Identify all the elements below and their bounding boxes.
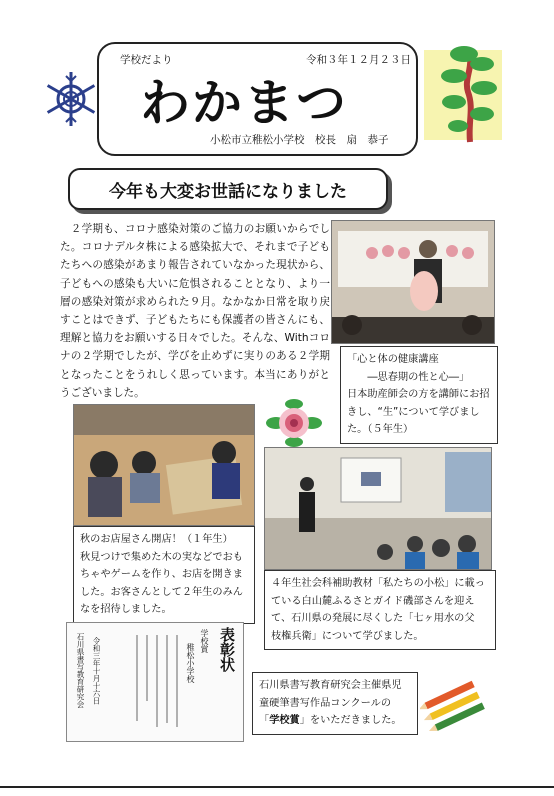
award-certificate [66,622,244,742]
award-caption-highlight: 学校賞 [269,715,300,726]
health-lecture-photo [331,220,495,344]
certificate-heading: 表彰状 [218,627,236,672]
snowflake-icon [42,70,100,128]
certificate-org: 石川県書写教育研究会 [76,633,85,708]
health-lecture-caption: 「心と体の健康講座 ―思春期の性と心―」 日本助産師会の方を講師にお招きし、“生”について学びました。（５年生） [340,346,498,444]
page-bottom-rule [0,786,554,788]
certificate-school: 稚松小学校 [186,643,195,683]
autumn-shop-caption: 秋のお店屋さん開店！（１年生） 秋見つけで集めた木の実などでおもちゃやゲームを作り、お店を開きました。お客さんとして２年生のみんなを招待しました。 [73,526,255,624]
certificate-date: 令和三年十月十六日 [92,637,101,705]
rose-icon [266,398,322,448]
award-caption-text-1: 石川県書写教育研究会主催県児童硬筆書写作品コンクールの「 [259,680,402,726]
award-caption-text-2: 」をいただきました。 [299,715,402,726]
newsletter-title: わかまつ [140,74,348,132]
section-heading: 今年も大変お世話になりました [68,168,388,210]
social-studies-photo [264,447,492,570]
pine-tree-illustration [424,42,506,148]
school-name: 小松市立稚松小学校 校長 扇 恭子 [210,134,389,146]
social-studies-caption: ４年生社会科補助教材「私たちの小松」に載っている白山麓ふるさとガイド磯部さんを迎えて、石川県の発展に尽くした「七ヶ用水の父 枝権兵衛」について学びました。 [264,570,496,650]
issue-date: 令和３年１２月２３日 [306,54,411,66]
autumn-shop-photo [73,404,255,526]
newsletter-label: 学校だより [120,54,173,66]
intro-paragraph: ２学期も、コロナ感染対策のご協力のお願いからでした。コロナデルタ株による感染拡大で、それまで子どもたちへの感染があまり報告されていなかった現状から、子どもへの感染も大いに危惧されることとなり、より一層の感染対策が求められた９月。なかなか日常を取り戻すことはできず、子どもたちにも保護者の皆さんにも、理解と協力をお願いする日々でした。そんな、Withコロナの２学期でしたが、学びを止めずに実りのある２学期となったことをうれしく思っています。本当にありがとうございました。 [60,223,330,399]
certificate-body-text [107,631,187,731]
pencils-icon [420,676,490,732]
certificate-badge: 学校賞 [200,629,209,653]
award-caption [252,672,418,735]
